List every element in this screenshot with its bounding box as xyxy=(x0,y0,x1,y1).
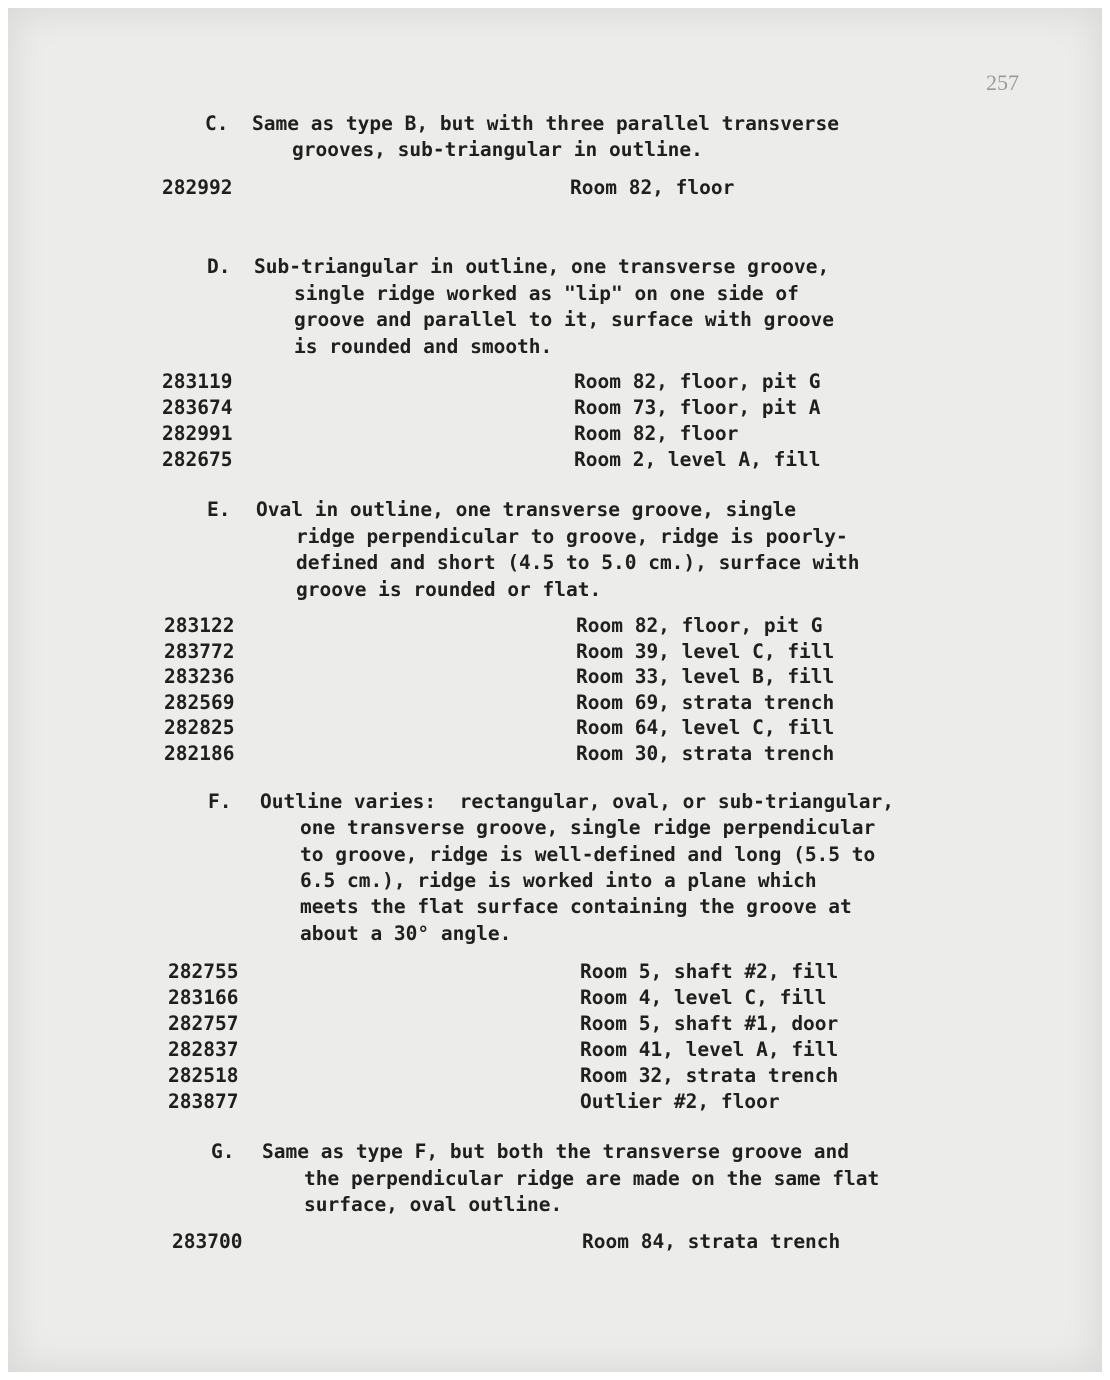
provenience-location: Room 5, shaft #1, door xyxy=(580,1012,839,1035)
catalog-number: 283119 xyxy=(162,370,233,393)
description-line: meets the flat surface containing the groove at xyxy=(300,895,852,919)
typewritten-text xyxy=(8,8,1102,1372)
catalog-number: 282992 xyxy=(162,176,233,199)
provenience-location: Room 82, floor, pit G xyxy=(576,614,823,637)
description-line: groove is rounded or flat. xyxy=(296,577,602,601)
catalog-number: 282675 xyxy=(162,448,233,471)
catalog-number: 282991 xyxy=(162,422,233,445)
description-line: about a 30° angle. xyxy=(300,921,512,945)
description-line: defined and short (4.5 to 5.0 cm.), surface with xyxy=(296,551,860,574)
section-letter: E. xyxy=(207,498,231,521)
catalog-number: 283236 xyxy=(164,665,235,689)
description-line: one transverse groove, single ridge perpendicular xyxy=(300,816,876,840)
provenience-location: Room 33, level B, fill xyxy=(576,665,835,689)
description-line: Oval in outline, one transverse groove, single xyxy=(256,498,797,521)
catalog-number: 283122 xyxy=(164,614,235,637)
section-letter: D. xyxy=(207,255,231,278)
provenience-location: Room 69, strata trench xyxy=(576,690,835,714)
catalog-number: 282186 xyxy=(164,742,235,765)
section-letter: G. xyxy=(211,1140,235,1163)
catalog-number: 282755 xyxy=(168,960,239,983)
provenience-location: Room 5, shaft #2, fill xyxy=(580,960,839,983)
catalog-number: 283772 xyxy=(164,639,235,663)
provenience-location: Room 82, floor xyxy=(574,422,739,445)
provenience-location: Room 41, level A, fill xyxy=(580,1038,839,1061)
page-number: 257 xyxy=(986,70,1019,95)
catalog-number: 282825 xyxy=(164,716,235,740)
catalog-number: 282518 xyxy=(168,1064,239,1087)
provenience-location: Room 39, level C, fill xyxy=(576,639,835,663)
catalog-number: 283166 xyxy=(168,986,239,1009)
description-line: 6.5 cm.), ridge is worked into a plane which xyxy=(300,868,817,892)
catalog-number: 283877 xyxy=(168,1090,239,1113)
provenience-location: Room 2, level A, fill xyxy=(574,448,821,471)
provenience-location: Room 82, floor, pit G xyxy=(574,370,821,393)
provenience-location: Room 32, strata trench xyxy=(580,1064,839,1087)
section-letter: F. xyxy=(208,790,232,813)
description-line: single ridge worked as "lip" on one side of xyxy=(294,281,799,305)
provenience-location: Outlier #2, floor xyxy=(580,1090,780,1113)
description-line: Same as type F, but both the transverse groove and xyxy=(262,1140,849,1163)
description-line: surface, oval outline. xyxy=(304,1193,563,1216)
description-line: grooves, sub-triangular in outline. xyxy=(292,138,703,161)
provenience-location: Room 84, strata trench xyxy=(582,1230,841,1253)
catalog-number: 283674 xyxy=(162,396,233,419)
document-page xyxy=(8,8,1102,1372)
catalog-number: 282569 xyxy=(164,690,235,714)
provenience-location: Room 82, floor xyxy=(570,176,735,199)
catalog-number: 282757 xyxy=(168,1012,239,1035)
description-line: Same as type B, but with three parallel transverse xyxy=(252,112,839,135)
provenience-location: Room 4, level C, fill xyxy=(580,986,827,1009)
catalog-number: 282837 xyxy=(168,1038,239,1061)
provenience-location: Room 64, level C, fill xyxy=(576,716,835,740)
section-letter: C. xyxy=(205,112,229,135)
description-line: Sub-triangular in outline, one transverse groove, xyxy=(254,255,830,278)
provenience-location: Room 73, floor, pit A xyxy=(574,396,821,419)
description-line: is rounded and smooth. xyxy=(294,334,553,358)
description-line: ridge perpendicular to groove, ridge is poorly- xyxy=(296,524,848,548)
description-line: Outline varies: rectangular, oval, or sub-triangular, xyxy=(260,790,894,813)
catalog-number: 283700 xyxy=(172,1230,243,1253)
description-line: groove and parallel to it, surface with groove xyxy=(294,308,835,331)
provenience-location: Room 30, strata trench xyxy=(576,742,835,765)
description-line: to groove, ridge is well-defined and long (5.5 to xyxy=(300,842,876,866)
description-line: the perpendicular ridge are made on the same flat xyxy=(304,1166,880,1190)
